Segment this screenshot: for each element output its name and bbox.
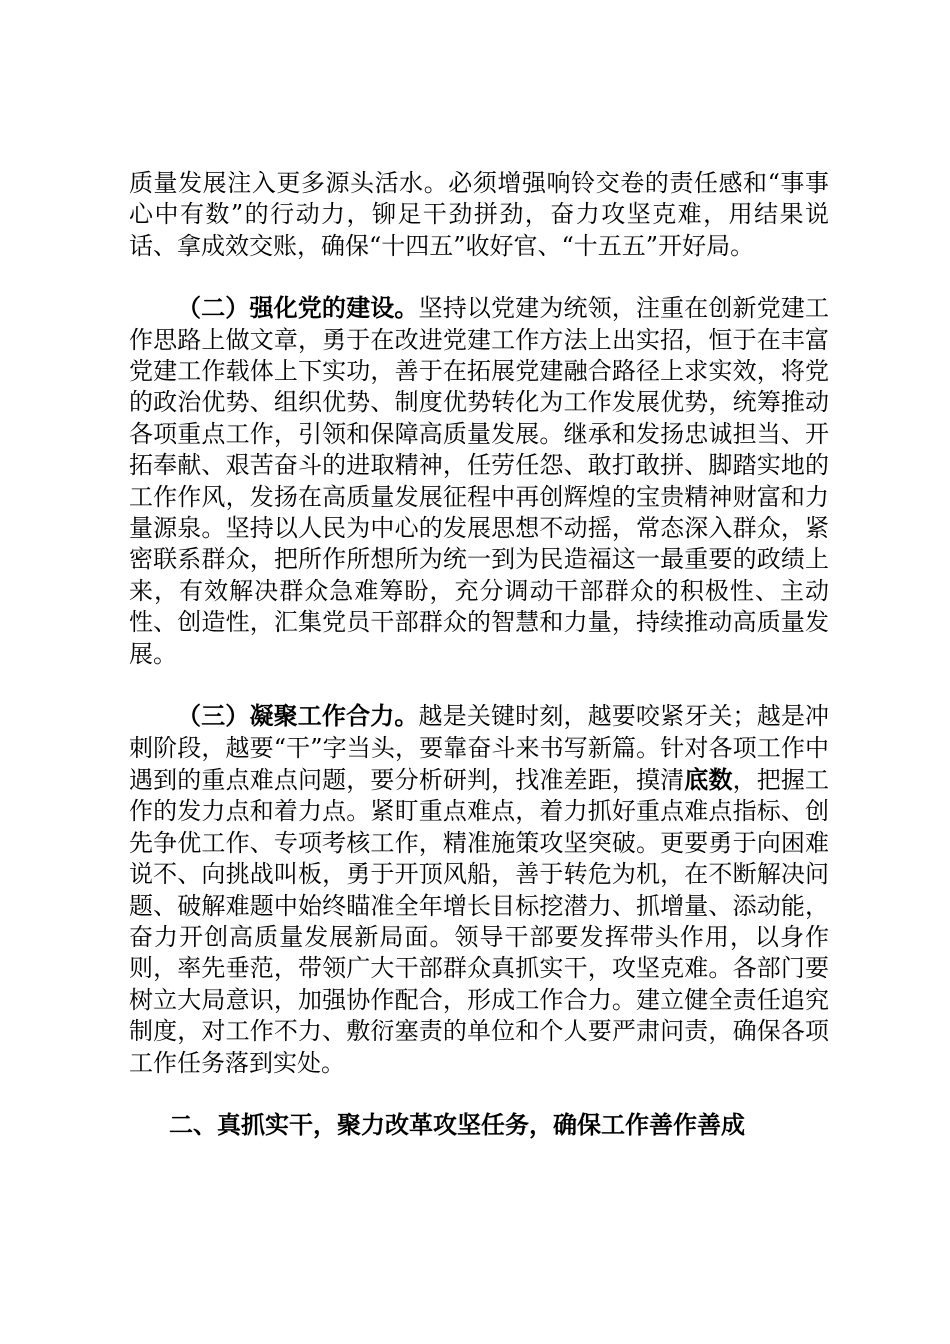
- document-page: [129, 168, 829, 1140]
- section-synergy-body-part1: 越是关键时刻，越要咬紧牙关；越是冲刺阶段，越要“干”字当头，要靠奋斗来书写新篇。针对各项工作中遇到的重点难点问题，要分析研判，找准差距，摸清: [129, 702, 830, 794]
- section-synergy-body-bold: 底数: [684, 764, 733, 794]
- section-party-building-paragraph: [129, 292, 829, 670]
- section-synergy-body-part2: ，把握工作的发力点和着力点。紧盯重点难点，着力抓好重点难点指标、创先争优工作、专项考核工作，精准施策攻坚突破。更要勇于向困难说不、向挑战叫板，勇于开顶风船，善于转危为机，在不断解决问题、破解难题中始终瞄准全年增长目标挖潜力、抓增量、添动能，奋力开创高质量发展新局面。领导干部要发挥带头作用，以身作则，率先垂范，带领广大干部群众真抓实干，攻坚克难。各部门要树立大局意识，加强协作配合，形成工作合力。建立健全责任追究制度，对工作不力、敷衍塞责的单位和个人要严肃问责，确保各项工作任务落到实处。: [129, 765, 830, 1077]
- section-synergy-paragraph: [129, 700, 829, 1079]
- chapter-heading: 二、真抓实干，聚力改革攻坚任务，确保工作善作善成: [169, 1109, 745, 1139]
- section-party-building-heading: （二）强化党的建设。: [177, 293, 419, 323]
- continuation-paragraph: 质量发展注入更多源头活水。必须增强响铃交卷的责任感和“事事心中有数”的行动力，铆足干劲拼劲，奋力攻坚克难，用结果说话、拿成效交账，确保“十四五”收好官、“十五五”开好局。: [129, 169, 829, 260]
- section-synergy-heading: （三）凝聚工作合力。: [177, 701, 419, 731]
- section-party-building-body: 坚持以党建为统领，注重在创新党建工作思路上做文章，勇于在改进党建工作方法上出实招，恒于在丰富党建工作载体上下实功，善于在拓展党建融合路径上求实效，将党的政治优势、组织优势、制度优势转化为工作发展优势，统筹推动各项重点工作，引领和保障高质量发展。继承和发扬忠诚担当、开拓奉献、艰苦奋斗的进取精神，任劳任怨、敢打敢拼、脚踏实地的工作作风，发扬在高质量发展征程中再创辉煌的宝贵精神财富和力量源泉。坚持以人民为中心的发展思想不动摇，常态深入群众，紧密联系群众，把所作所想所为统一到为民造福这一最重要的政绩上来，有效解决群众急难筹盼，充分调动干部群众的积极性、主动性、创造性，汇集党员干部群众的智慧和力量，持续推动高质量发展。: [129, 294, 830, 668]
